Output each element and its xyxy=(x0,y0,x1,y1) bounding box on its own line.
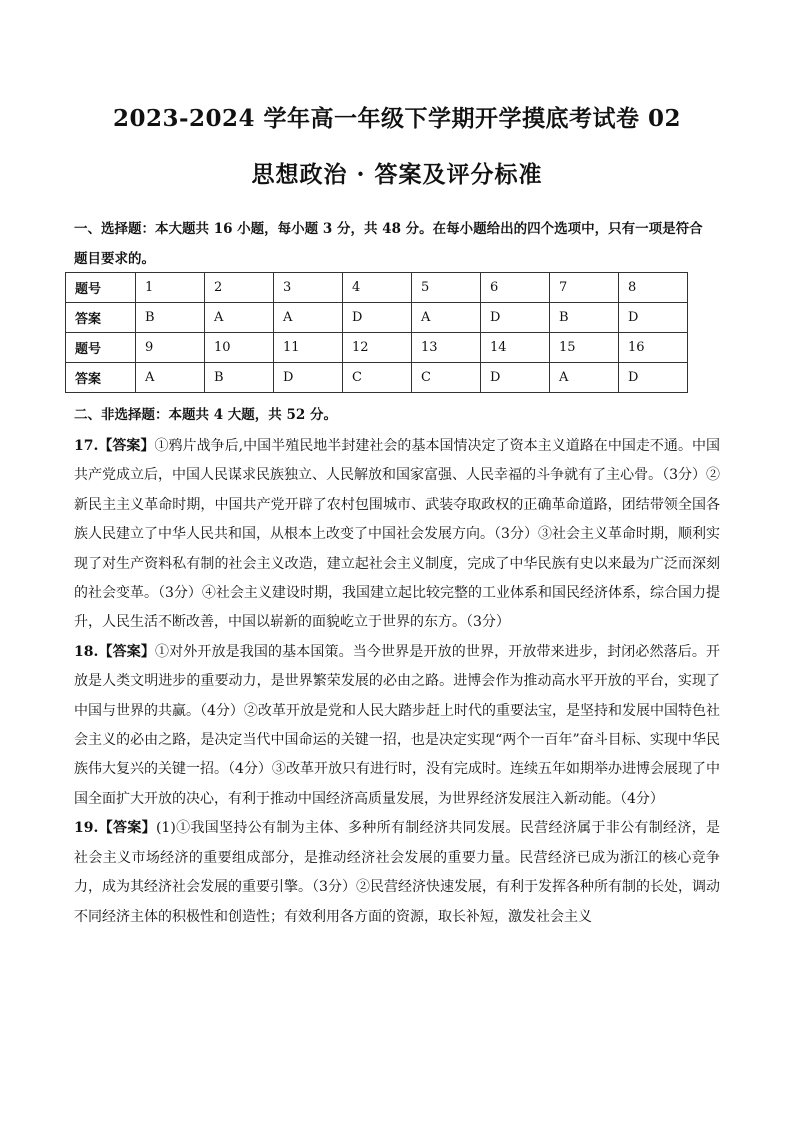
answers-block xyxy=(74,432,720,932)
exam-subtitle: 思想政治 · 答案及评分标准 xyxy=(251,161,543,188)
question-number: 8 xyxy=(619,273,688,303)
table-row xyxy=(66,333,688,363)
answer-cell: A xyxy=(274,303,343,333)
answer-text: ①对外开放是我国的基本国策。当今世界是开放的世界，开放带来进步，封闭必然落后。开放是人类文明进步的重要动力，是世界繁荣发展的必由之路。进博会作为推动高水平开放的平台，实现了中国与世界的共赢。（4分）②改革开放是党和人民大踏步赶上时代的重要法宝，是坚持和发展中国特色社会主义的必由之路，是决定当代中国命运的关键一招，也是决定实现“两个一百年”奋斗目标、实现中华民族伟大复兴的关键一招。（4分）③改革开放只有进行时，没有完成时。连续五年如期举办进博会展现了中国全面扩大开放的决心，有利于推动中国经济高质量发展，为世界经济发展注入新动能。（4分） xyxy=(74,643,720,807)
table-row xyxy=(66,363,688,393)
answer-label: 18.【答案】 xyxy=(74,643,155,660)
answer-text: (1)①我国坚持公有制为主体、多种所有制经济共同发展。民营经济属于非公有制经济，是社会主义市场经济的重要组成部分，是推动经济社会发展的重要力量。民营经济已成为浙江的核心竞争力，成为其经济社会发展的重要引擎。（3分）②民营经济快速发展，有利于发挥各种所有制的长处，调动不同经济主体的积极性和创造性；有效利用各方面的资源，取长补短，激发社会主义 xyxy=(74,820,720,925)
question-number: 4 xyxy=(343,273,412,303)
section2-heading: 二、非选择题：本题共 4 大题，共 52 分。 xyxy=(74,407,337,423)
answer-cell: B xyxy=(205,363,274,393)
answer-cell: A xyxy=(412,303,481,333)
table-row xyxy=(66,273,688,303)
answer-cell: C xyxy=(343,363,412,393)
question-number: 7 xyxy=(550,273,619,303)
answer-18 xyxy=(74,638,720,814)
question-number: 12 xyxy=(343,333,412,363)
question-number: 6 xyxy=(481,273,550,303)
answer-cell: B xyxy=(550,303,619,333)
answer-text: ①鸦片战争后,中国半殖民地半封建社会的基本国情决定了资本主义道路在中国走不通。中国共产党成立后，中国人民谋求民族独立、人民解放和国家富强、人民幸福的斗争就有了主心骨。（3分）②新民主主义革命时期，中国共产党开辟了农村包围城市、武装夺取政权的正确革命道路，团结带领全国各族人民建立了中华人民共和国，从根本上改变了中国社会发展方向。（3分）③社会主义革命时期，顺利实现了对生产资料私有制的社会主义改造，建立起社会主义制度，完成了中华民族有史以来最为广泛而深刻的社会变革。（3分）④社会主义建设时期，我国建立起比较完整的工业体系和国民经济体系，综合国力提升，人民生活不断改善，中国以崭新的面貌屹立于世界的东方。（3分） xyxy=(74,438,721,631)
exam-title: 2023-2024 学年高一年级下学期开学摸底考试卷 02 xyxy=(112,105,682,132)
question-number: 15 xyxy=(550,333,619,363)
question-number: 11 xyxy=(274,333,343,363)
question-number: 13 xyxy=(412,333,481,363)
table-header-cell: 答案 xyxy=(66,303,136,333)
answer-label: 17.【答案】 xyxy=(74,438,155,454)
table-header-cell: 题号 xyxy=(66,273,136,303)
question-number: 5 xyxy=(412,273,481,303)
question-number: 3 xyxy=(274,273,343,303)
answer-cell: D xyxy=(619,363,688,393)
answer-19 xyxy=(74,814,720,932)
answer-cell: D xyxy=(343,303,412,333)
answer-table xyxy=(65,272,688,393)
answer-17 xyxy=(74,432,720,638)
answer-cell: A xyxy=(136,363,205,393)
answer-label: 19.【答案】 xyxy=(74,820,156,837)
answer-cell: D xyxy=(274,363,343,393)
question-number: 9 xyxy=(136,333,205,363)
question-number: 1 xyxy=(136,273,205,303)
answer-cell: D xyxy=(481,363,550,393)
answer-cell: B xyxy=(136,303,205,333)
answer-cell: C xyxy=(412,363,481,393)
question-number: 2 xyxy=(205,273,274,303)
answer-cell: D xyxy=(619,303,688,333)
answer-cell: D xyxy=(481,303,550,333)
question-number: 14 xyxy=(481,333,550,363)
question-number: 16 xyxy=(619,333,688,363)
answer-cell: A xyxy=(550,363,619,393)
question-number: 10 xyxy=(205,333,274,363)
table-row xyxy=(66,303,688,333)
table-header-cell: 题号 xyxy=(66,333,136,363)
answer-cell: A xyxy=(205,303,274,333)
section1-heading: 一、选择题：本大题共 16 小题，每小题 3 分，共 48 分。在每小题给出的四个选项中，只有一项是符合题目要求的。 xyxy=(74,221,703,267)
table-header-cell: 答案 xyxy=(66,363,136,393)
